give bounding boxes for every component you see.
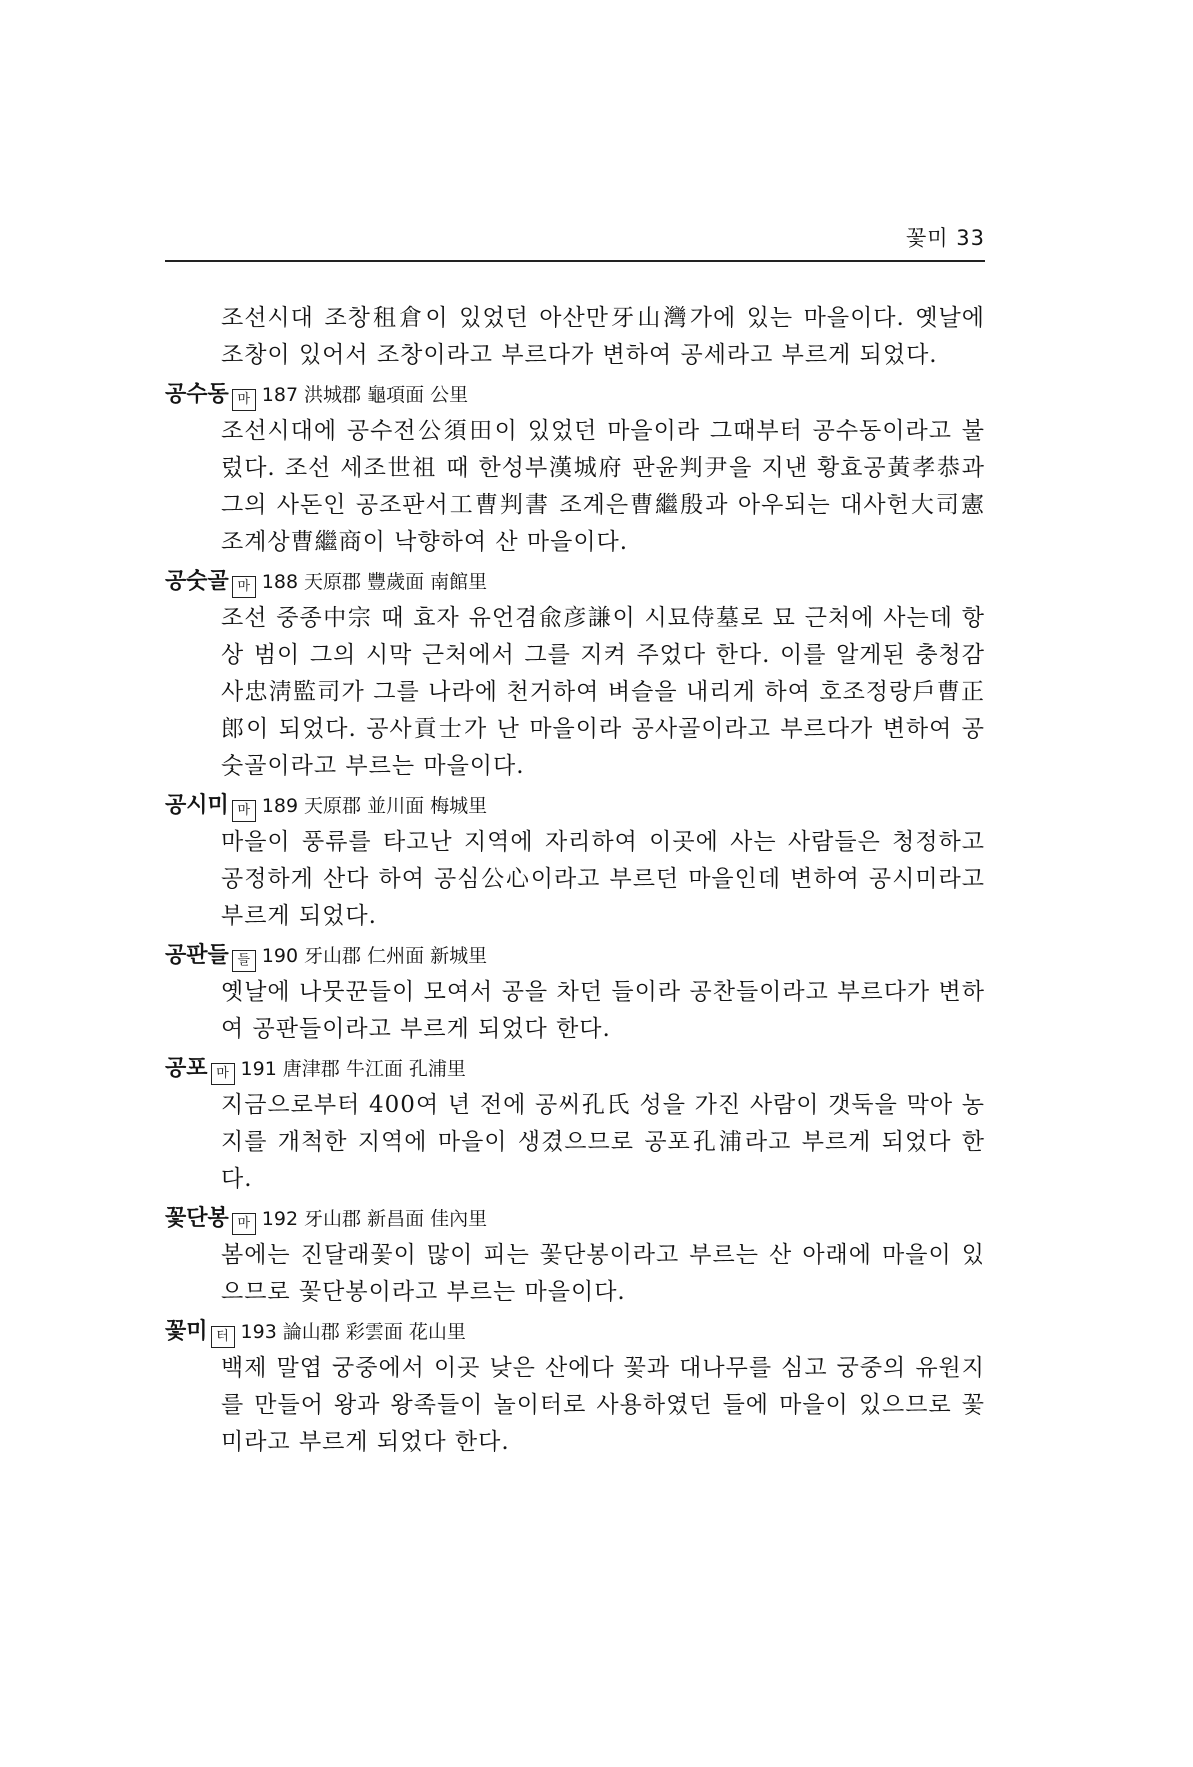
entry-text: 조선시대에 공수전公須田이 있었던 마을이라 그때부터 공수동이라고 불렀다. 조선 세조世祖 때 한성부漢城府 판윤判尹을 지낸 황효공黃孝恭과 그의 사돈인 공조판서工曹判書 조계은曹繼殷과 아우되는 대사헌大司憲 조계상曹繼商이 낙향하여 산 마을이다. xyxy=(221,418,985,555)
entry-location: 牙山郡 新昌面 佳內里 xyxy=(304,1208,488,1230)
entry-189 xyxy=(165,787,985,935)
category-mark-icon: 터 xyxy=(211,1326,235,1348)
entry-text: 마을이 풍류를 타고난 지역에 자리하여 이곳에 사는 사람들은 청정하고 공정하게 산다 하여 공심公心이라고 부르던 마을인데 변하여 공시미라고 부르게 되었다. xyxy=(221,829,985,929)
entry-location: 洪城郡 龜項面 公里 xyxy=(304,384,469,406)
category-mark-icon: 마 xyxy=(232,1213,256,1235)
entry-heading xyxy=(165,1050,985,1087)
page-body xyxy=(165,300,985,1461)
category-mark-icon: 마 xyxy=(232,800,256,822)
entry-number: 191 xyxy=(240,1058,277,1080)
intro-paragraph: 조선시대 조창租倉이 있었던 아산만牙山灣가에 있는 마을이다. 옛날에 조창이 있어서 조창이라고 부르다가 변하여 공세라고 부르게 되었다. xyxy=(221,305,985,368)
entry-188 xyxy=(165,563,985,785)
entry-193 xyxy=(165,1313,985,1461)
entry-name: 공시미 xyxy=(165,792,229,818)
entry-heading xyxy=(165,376,985,413)
entry-text: 지금으로부터 400여 년 전에 공씨孔氏 성을 가진 사람이 갯둑을 막아 농지를 개척한 지역에 마을이 생겼으므로 공포孔浦라고 부르게 되었다 한다. xyxy=(221,1092,985,1192)
header-rule xyxy=(165,260,985,262)
entry-heading xyxy=(165,937,985,974)
entry-text: 조선 중종中宗 때 효자 유언겸兪彦謙이 시묘侍墓로 묘 근처에 사는데 항상 범이 그의 시막 근처에서 그를 지켜 주었다 한다. 이를 알게된 충청감사忠淸監司가 그를 나라에 천거하여 벼슬을 내리게 하여 호조정랑戶曹正郎이 되었다. 공사貢士가 난 마을이라 공사골이라고 부르다가 변하여 공숫골이라고 부르는 마을이다. xyxy=(221,605,985,779)
entry-name: 공수동 xyxy=(165,381,229,407)
entry-heading xyxy=(165,787,985,824)
category-mark-icon: 마 xyxy=(232,576,256,598)
entry-name: 공판들 xyxy=(165,942,229,968)
entry-number: 192 xyxy=(261,1208,299,1230)
category-mark-icon: 마 xyxy=(211,1063,235,1085)
entry-number: 193 xyxy=(240,1321,277,1343)
entry-location: 唐津郡 牛江面 孔浦里 xyxy=(282,1058,466,1080)
entry-text: 백제 말엽 궁중에서 이곳 낮은 산에다 꽃과 대나무를 심고 궁중의 유원지를 만들어 왕과 왕족들이 놀이터로 사용하였던 들에 마을이 있으므로 꽃미라고 부르게 되었다 한다. xyxy=(221,1355,985,1455)
entry-text: 옛날에 나뭇꾼들이 모여서 공을 차던 들이라 공찬들이라고 부르다가 변하여 공판들이라고 부르게 되었다 한다. xyxy=(221,979,985,1042)
entry-heading xyxy=(165,1200,985,1237)
entry-location: 天原郡 豐歲面 南館里 xyxy=(304,571,488,593)
entry-text: 봄에는 진달래꽃이 많이 피는 꽃단봉이라고 부르는 산 아래에 마을이 있으므로 꽃단봉이라고 부르는 마을이다. xyxy=(221,1242,985,1305)
entry-heading xyxy=(165,563,985,600)
entry-number: 190 xyxy=(261,945,299,967)
entry-number: 187 xyxy=(261,384,299,406)
entry-191 xyxy=(165,1050,985,1198)
entry-name: 꽃단봉 xyxy=(165,1205,229,1231)
entry-187 xyxy=(165,376,985,561)
entry-location: 天原郡 並川面 梅城里 xyxy=(304,795,488,817)
entry-name: 공포 xyxy=(165,1055,208,1081)
entry-number: 188 xyxy=(261,571,299,593)
entry-name: 공숫골 xyxy=(165,568,229,594)
entry-heading xyxy=(165,1313,985,1350)
entry-name: 꽃미 xyxy=(165,1318,208,1344)
entry-number: 189 xyxy=(261,795,299,817)
entry-location: 牙山郡 仁州面 新城里 xyxy=(304,945,488,967)
entry-192 xyxy=(165,1200,985,1311)
entry-location: 論山郡 彩雲面 花山里 xyxy=(282,1321,466,1343)
entry-190 xyxy=(165,937,985,1048)
category-mark-icon: 들 xyxy=(232,950,256,972)
category-mark-icon: 마 xyxy=(232,389,256,411)
running-header: 꽃미 33 xyxy=(906,226,985,250)
